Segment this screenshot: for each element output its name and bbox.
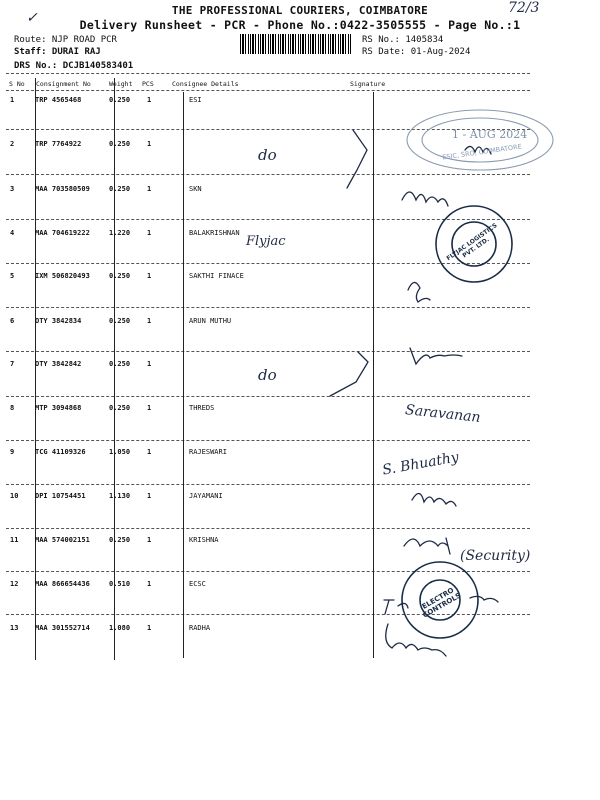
cell-pcs: 1 (147, 229, 152, 237)
cell-sno: 13 (10, 624, 19, 632)
security-note: (Security) (460, 548, 531, 564)
cell-consignee: BALAKRISHNAN (189, 229, 240, 237)
cell-consignment: MAA 574002151 (35, 536, 90, 544)
cell-sno: 7 (10, 360, 15, 368)
cell-weight: 0.250 (109, 317, 131, 325)
cell-weight: 0.250 (109, 185, 131, 193)
cell-sno: 4 (10, 229, 15, 237)
cell-consignee: SAKTHI FINACE (189, 272, 244, 280)
cell-pcs: 1 (147, 580, 152, 588)
cell-weight: 0.250 (109, 140, 131, 148)
cell-consignment: MAA 704619222 (35, 229, 90, 237)
col-weight: Weight (109, 80, 133, 88)
esic-stamp-date: 1 - AUG 2024 (452, 128, 528, 141)
runsheet-title: Delivery Runsheet - PCR - Phone No.:0422-3505555 - Page No.:1 (79, 18, 521, 32)
cell-weight: 1.130 (109, 492, 131, 500)
cell-consignee: THREDS (189, 404, 215, 412)
cell-consignment: MTP 3094868 (35, 404, 82, 412)
esic-stamp-text: ESIC, SRO, COIMBATORE (441, 142, 523, 162)
cell-consignee: KRISHNA (189, 536, 219, 544)
cell-sno: 10 (10, 492, 19, 500)
ditto-note: do (258, 366, 277, 384)
cell-pcs: 1 (147, 360, 152, 368)
cell-sno: 5 (10, 272, 15, 280)
cell-weight: 0.250 (109, 272, 131, 280)
cell-weight: 0.250 (109, 536, 131, 544)
cell-pcs: 1 (147, 272, 152, 280)
cell-sno: 9 (10, 448, 15, 456)
cell-sno: 6 (10, 317, 15, 325)
flyjac-note: Flyjac (246, 234, 286, 249)
col-signature: Signature (350, 80, 386, 88)
cell-consignee: SKN (189, 185, 202, 193)
cell-consignment: TRP 7764922 (35, 140, 82, 148)
cell-sno: 2 (10, 140, 15, 148)
cell-consignment: DPI 10754451 (35, 492, 86, 500)
tick-mark: ✓ (26, 10, 38, 26)
cell-weight: 1.050 (109, 448, 131, 456)
signature: Saravanan (404, 402, 482, 426)
drs-number: DRS No.: DCJB140583401 (14, 61, 134, 71)
col-consignment: Consignment No (36, 80, 91, 88)
cell-sno: 12 (10, 580, 19, 588)
cell-sno: 1 (10, 96, 15, 104)
cell-pcs: 1 (147, 492, 152, 500)
cell-sno: 8 (10, 404, 15, 412)
cell-weight: 0.250 (109, 404, 131, 412)
corner-page-mark: 72/3 (508, 0, 540, 16)
cell-weight: 1.220 (109, 229, 131, 237)
cell-consignee: JAYAMANI (189, 492, 223, 500)
cell-pcs: 1 (147, 317, 152, 325)
cell-consignment: TCG 41109326 (35, 448, 86, 456)
cell-sno: 11 (10, 536, 19, 544)
cell-consignee: RADHA (189, 624, 211, 632)
cell-consignment: MAA 301552714 (35, 624, 90, 632)
rs-date: RS Date: 01-Aug-2024 (362, 47, 471, 57)
cell-consignment: MAA 866654436 (35, 580, 90, 588)
route-text: Route: NJP ROAD PCR (14, 35, 117, 45)
cell-consignment: MAA 703580509 (35, 185, 90, 193)
cell-consignment: IXM 506820493 (35, 272, 90, 280)
cell-pcs: 1 (147, 404, 152, 412)
cell-consignment: OTY 3842842 (35, 360, 82, 368)
cell-weight: 0.250 (109, 96, 131, 104)
cell-consignee: ESI (189, 96, 202, 104)
cell-consignment: OTY 3842834 (35, 317, 82, 325)
cell-weight: 1.080 (109, 624, 131, 632)
cell-pcs: 1 (147, 140, 152, 148)
electro-stamp-text: ELECTRO CONTROLS (420, 586, 463, 620)
rs-number: RS No.: 1405834 (362, 35, 444, 45)
signature: S. Bhuathy (381, 449, 461, 479)
cell-consignee: RAJESWARI (189, 448, 227, 456)
cell-consignee: ARUN MUTHU (189, 317, 232, 325)
cell-pcs: 1 (147, 536, 152, 544)
cell-pcs: 1 (147, 624, 152, 632)
staff-text: Staff: DURAI RAJ (14, 47, 101, 57)
col-sno: S No (9, 80, 25, 88)
cell-weight: 0.250 (109, 360, 131, 368)
cell-consignee: ECSC (189, 580, 206, 588)
cell-sno: 3 (10, 185, 15, 193)
cell-consignment: TRP 4565468 (35, 96, 82, 104)
cell-weight: 0.510 (109, 580, 131, 588)
ditto-note: do (258, 146, 277, 164)
cell-pcs: 1 (147, 96, 152, 104)
col-consignee: Consignee Details (172, 80, 239, 88)
cell-pcs: 1 (147, 448, 152, 456)
cell-pcs: 1 (147, 185, 152, 193)
flyjac-stamp-text: FLYJAC LOGISTICS PVT. LTD. (445, 222, 499, 263)
col-pcs: PCS (142, 80, 154, 88)
company-title: THE PROFESSIONAL COURIERS, COIMBATORE (171, 4, 429, 17)
